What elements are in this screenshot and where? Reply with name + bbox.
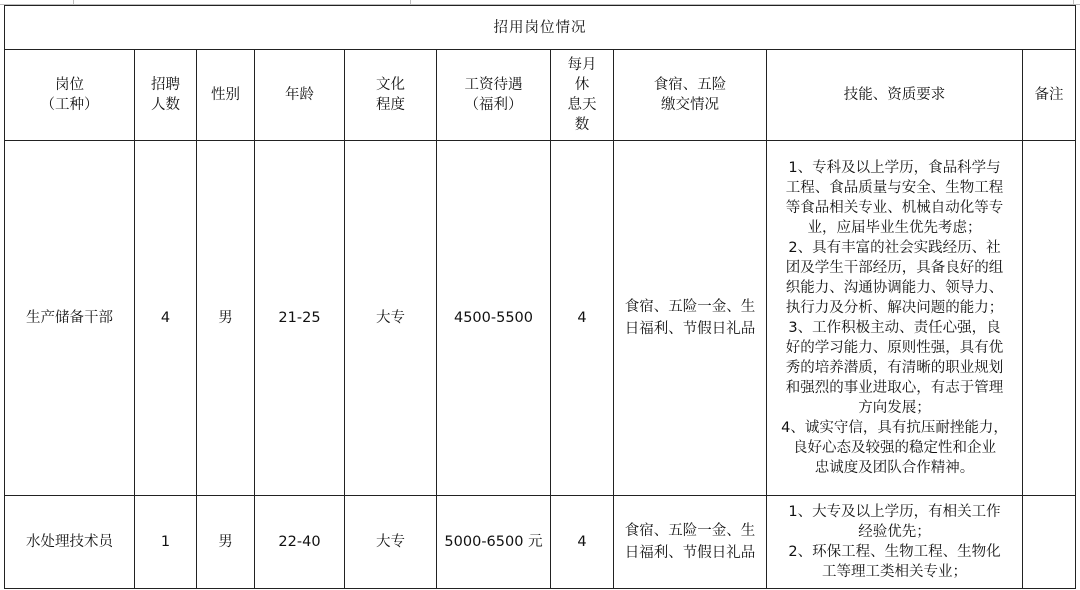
cell-age: 21-25 <box>255 141 345 496</box>
cell-requirements: 1、大专及以上学历，有相关工作 经验优先； 2、环保工程、生物工程、生物化 工等理工类相关专业； <box>767 496 1023 589</box>
cell-education: 大专 <box>345 141 437 496</box>
cell-age: 22-40 <box>255 496 345 589</box>
cell-rest-days: 4 <box>551 496 614 589</box>
recruitment-table <box>4 5 1076 589</box>
cell-requirements: 1、专科及以上学历，食品科学与 工程、食品质量与安全、生物工程 等食品相关专业、机械自动化等专 业，应届毕业生优先考虑； 2、具有丰富的社会实践经历、社 团及学生干部经历，具备良好的组 织能力、沟通协调能力、领导力、 执行力及分析、解决问题的能力； 3、工作积极主动、责任心强，良 好的学习能力、原则性强，具有优 秀的培养潜质，有清晰的职业规划 和强烈的事业进取心，有志于管理 方向发展； 4、诚实守信，具有抗压耐挫能力， 良好心态及较强的稳定性和企业 忠诚度及团队合作精神。 <box>767 141 1023 496</box>
header-count: 招聘 人数 <box>135 50 197 141</box>
header-row <box>5 50 1076 141</box>
cell-count: 4 <box>135 141 197 496</box>
cell-gender: 男 <box>197 141 255 496</box>
cell-remarks <box>1023 141 1076 496</box>
table-row <box>5 496 1076 589</box>
header-rest-days: 每月 休 息天 数 <box>551 50 614 141</box>
header-age: 年龄 <box>255 50 345 141</box>
cell-count: 1 <box>135 496 197 589</box>
header-gender: 性别 <box>197 50 255 141</box>
cell-salary: 5000-6500 元 <box>437 496 551 589</box>
cell-benefits: 食宿、五险一金、生 日福利、节假日礼品 <box>614 496 767 589</box>
cell-benefits: 食宿、五险一金、生 日福利、节假日礼品 <box>614 141 767 496</box>
header-education: 文化 程度 <box>345 50 437 141</box>
cell-rest-days: 4 <box>551 141 614 496</box>
table-title: 招用岗位情况 <box>5 6 1076 50</box>
header-salary: 工资待遇 （福利） <box>437 50 551 141</box>
table-row <box>5 141 1076 496</box>
cell-education: 大专 <box>345 496 437 589</box>
header-requirements: 技能、资质要求 <box>767 50 1023 141</box>
cell-position: 水处理技术员 <box>5 496 135 589</box>
header-benefits: 食宿、五险 缴交情况 <box>614 50 767 141</box>
cell-position: 生产储备干部 <box>5 141 135 496</box>
cell-remarks <box>1023 496 1076 589</box>
cell-gender: 男 <box>197 496 255 589</box>
cell-salary: 4500-5500 <box>437 141 551 496</box>
header-remarks: 备注 <box>1023 50 1076 141</box>
header-position: 岗位 （工种） <box>5 50 135 141</box>
